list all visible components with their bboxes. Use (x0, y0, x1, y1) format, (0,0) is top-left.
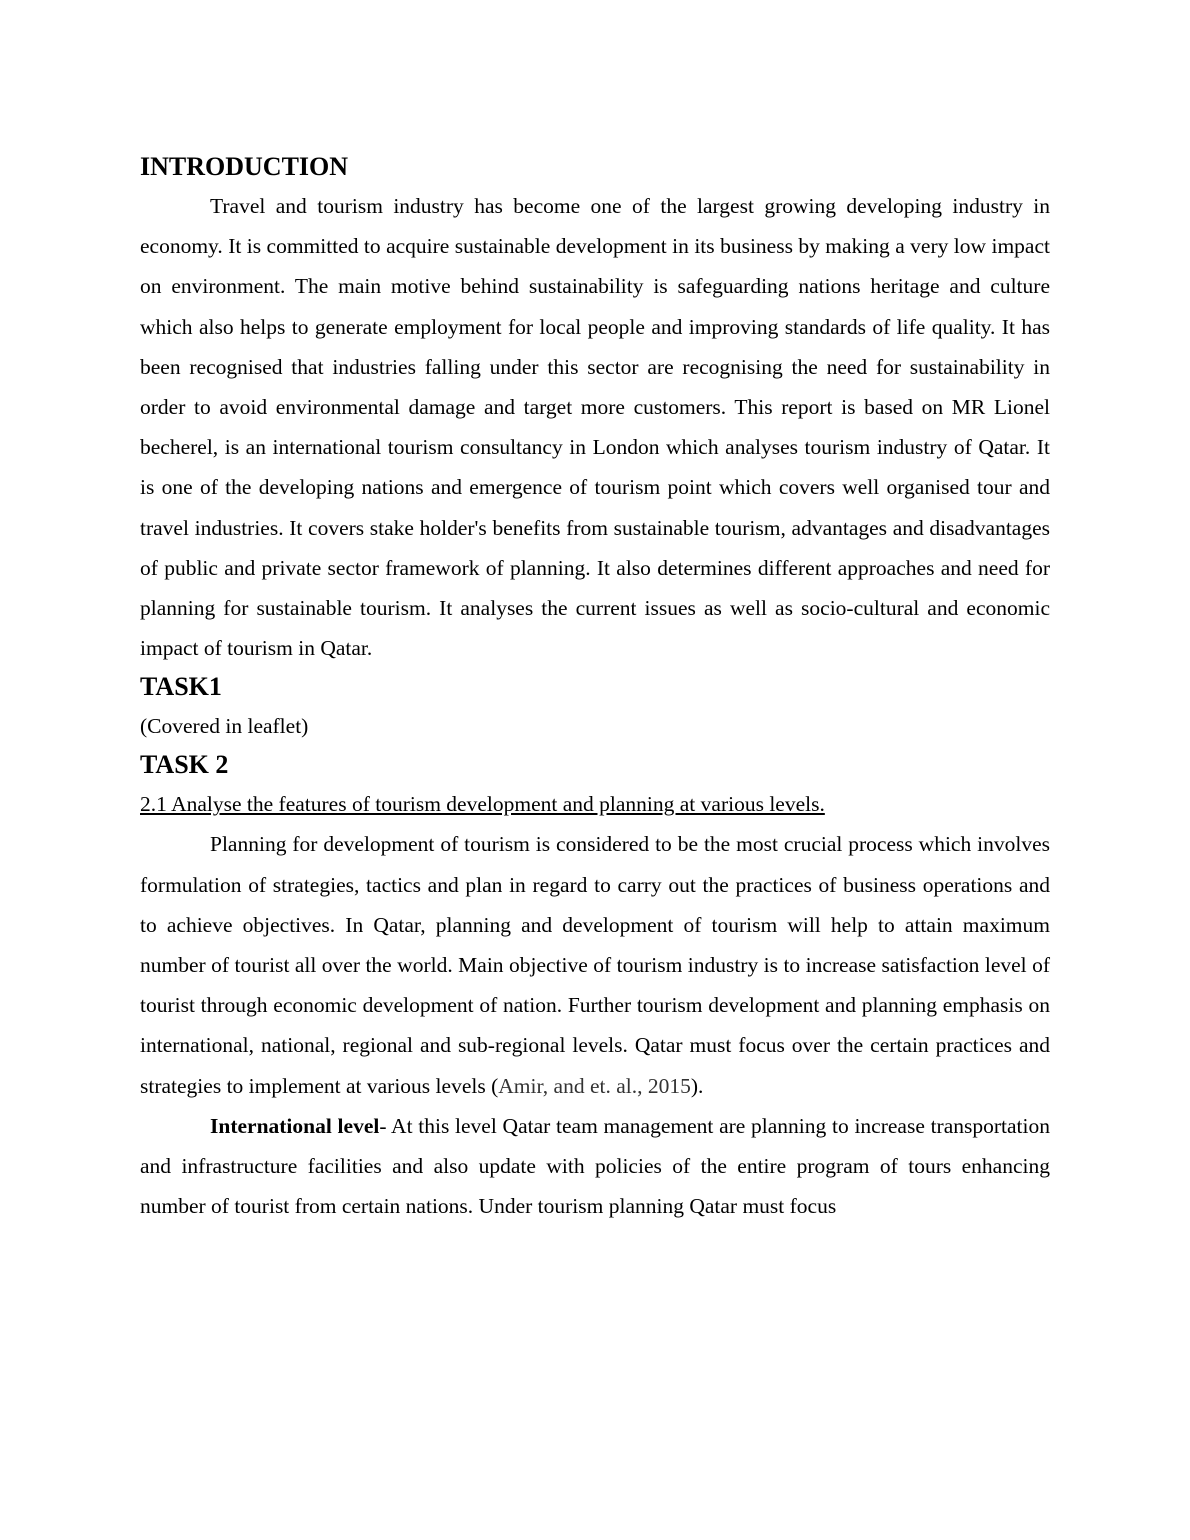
introduction-paragraph: Travel and tourism industry has become one of the largest growing developing industry in economy. It is committed to acquire sustainable development in its business by making a very low impact on environment. The main motive behind sustainability is safeguarding nations heritage and culture which also helps to generate employment for local people and improving standards of life quality. It has been recognised that industries falling under this sector are recognising the need for sustainability in order to avoid environmental damage and target more customers. This report is based on MR Lionel becherel, is an international tourism consultancy in London which analyses tourism industry of Qatar. It is one of the developing nations and emergence of tourism point which covers well organised tour and travel industries. It covers stake holder's benefits from sustainable tourism, advantages and disadvantages of public and private sector framework of planning. It also determines different approaches and need for planning for sustainable tourism. It analyses the current issues as well as socio-cultural and economic impact of tourism in Qatar. (140, 194, 1050, 661)
task2-heading: TASK 2 (140, 750, 229, 780)
task2-paragraph-planning (140, 824, 1050, 1105)
task2-subheading: 2.1 Analyse the features of tourism development and planning at various levels. (140, 792, 825, 817)
task1-heading: TASK1 (140, 672, 222, 702)
planning-text: Planning for development of tourism is considered to be the most crucial process which involves formulation of strategies, tactics and plan in regard to carry out the practices of business operations and to achieve objectives. In Qatar, planning and development of tourism will help to attain maximum number of tourist all over the world. Main objective of tourism industry is to increase satisfaction level of tourist through economic development of nation. Further tourism development and planning emphasis on international, national, regional and sub-regional levels. Qatar must focus over the certain practices and strategies to implement at various levels ( (140, 832, 1050, 1098)
international-level-text: - At this level Qatar team management are planning to increase transportation and infrastructure facilities and also update with policies of the entire program of tours enhancing number of tourist from certain nations. Under tourism planning Qatar must focus (140, 1113, 1050, 1219)
citation: Amir, and et. al., 2015 (498, 1073, 691, 1098)
introduction-heading: INTRODUCTION (140, 152, 349, 181)
document-page (140, 148, 1050, 1226)
task1-note: (Covered in leaflet) (140, 714, 309, 739)
task2-paragraph-international (140, 1106, 1050, 1227)
planning-text-end: ). (690, 1073, 704, 1098)
international-level-label: International level (210, 1113, 380, 1138)
